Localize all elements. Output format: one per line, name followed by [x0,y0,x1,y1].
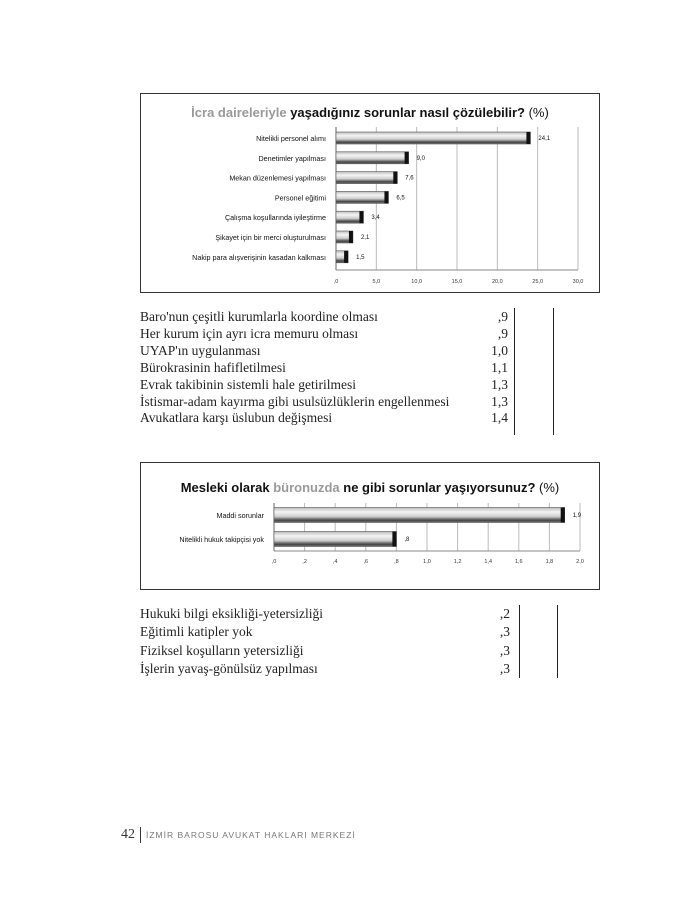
row-value: ,9 [497,309,508,324]
title-part: (%) [524,105,549,120]
category-label: Denetimler yapılması [258,153,326,163]
bar [336,191,388,203]
page-footer [121,826,356,844]
table-1 [140,308,560,436]
table-row [140,376,560,393]
footer-text: İZMİR BAROSU AVUKAT HAKLARI MERKEZİ [146,830,356,840]
tick-label: 1,6 [514,559,523,565]
value-label: 1,5 [356,254,365,261]
table-row [140,660,560,677]
tick-label: 25,0 [532,279,544,285]
value-label: 2,1 [360,235,370,241]
tick-label: ,0 [271,559,277,565]
row-value: ,3 [499,660,510,676]
table-row [140,325,560,342]
tick-label: ,8 [394,559,399,565]
bar [274,508,565,523]
row-label: Bürokrasinin hafifletilmesi [140,359,286,375]
bar-cap [393,172,397,184]
row-value: 1,4 [491,410,508,426]
title-part: İcra daireleriyle [191,105,287,120]
tick-label: 1,8 [545,559,554,565]
title-part: (%) [535,480,560,495]
tick-label: 1,2 [453,559,462,565]
title-part: ne gibi sorunlar yaşıyorsunuz? [339,480,536,495]
tick-label: 2,0 [576,559,584,565]
tick-label: 10,0 [411,279,423,285]
chart-icra-solutions [140,93,600,293]
tick-label: 15,0 [451,279,463,285]
bar-cap [349,231,353,243]
row-value: 1,3 [491,376,508,392]
bar-cap [344,251,348,263]
tick-label: 5,0 [372,279,381,285]
category-label: Maddi sorunlar [216,511,264,520]
row-value: ,3 [499,642,510,658]
tick-label: ,6 [363,559,369,565]
bar [336,152,409,164]
table-row [140,605,560,622]
value-label: 24,1 [538,136,551,142]
table-2 [140,605,560,679]
category-label: Şikayet için bir merci oluşturulması [215,233,326,242]
value-label: 3,4 [371,215,380,222]
category-label: Mekan düzenlemesi yapılması [229,173,326,183]
category-label: Personel eğitimi [274,193,326,203]
bar-cap [526,132,530,144]
tick-label: 1,4 [484,559,493,565]
row-value: ,2 [499,606,510,621]
row-label: Eğitimli katipler yok [140,624,253,640]
tick-label: 30,0 [572,279,584,285]
category-label: Nitelikli personel alımı [256,134,326,143]
row-value: 1,3 [491,393,508,409]
value-label: 6,5 [396,195,405,202]
bar [336,172,397,184]
bar-cap [392,532,396,547]
table-row [140,409,560,426]
category-label: Nakip para alışverişinin kasadan kalkması [192,252,326,262]
bar-chart-1 [141,94,599,292]
category-label: Çalışma koşullarında iyileştirme [224,213,326,223]
row-value: ,3 [499,624,510,640]
table-row [140,342,560,359]
row-label: Baro'nun çeşitli kurumlarla koordine olması [140,309,378,324]
row-label: İşlerin yavaş-gönülsüz yapılması [140,660,318,676]
row-label: Her kurum için ayrı icra memuru olması [140,325,359,341]
row-value: 1,0 [491,342,508,358]
table-row [140,308,560,325]
row-value: 1,1 [491,359,508,375]
tick-label: 20,0 [491,279,503,285]
row-label: Fiziksel koşulların yetersizliği [140,642,304,658]
row-label: Avukatlara karşı üslubun değişmesi [140,410,333,426]
title-part: Mesleki olarak [180,480,274,495]
bar-cap [561,508,565,523]
bar-cap [359,211,363,223]
title-part: yaşadığınız sorunlar nasıl çözülebilir? [286,105,525,120]
bar [336,132,530,144]
table-row [140,393,560,410]
row-label: İstismar-adam kayırma gibi usulsüzlüklerin engellenmesi [140,393,450,409]
tick-label: ,2 [302,559,307,565]
value-label: ,8 [404,537,410,543]
table-row [140,642,560,659]
title-part: büronuzda [273,480,340,495]
table-row [140,623,560,640]
bar-cap [405,152,409,164]
bar-chart-2 [141,463,599,589]
value-label: 1,9 [572,513,582,519]
row-label: UYAP'ın uygulanması [140,342,261,358]
category-label: Nitelikli hukuk takipçisi yok [179,535,264,544]
bar-cap [384,191,388,203]
footer-divider [140,827,141,843]
value-label: 9,0 [416,155,425,162]
tick-label: ,0 [333,279,339,285]
tick-label: 1,0 [423,559,431,565]
tick-label: ,4 [332,559,338,565]
bar [274,532,396,547]
page-number: 42 [121,827,135,842]
chart-office-problems [140,462,600,590]
row-value: ,9 [497,325,508,341]
table-row [140,359,560,376]
row-label: Hukuki bilgi eksikliği-yetersizliği [140,606,323,621]
row-label: Evrak takibinin sistemli hale getirilmesi [140,376,356,392]
value-label: 7,6 [405,175,414,182]
bar [336,211,363,223]
